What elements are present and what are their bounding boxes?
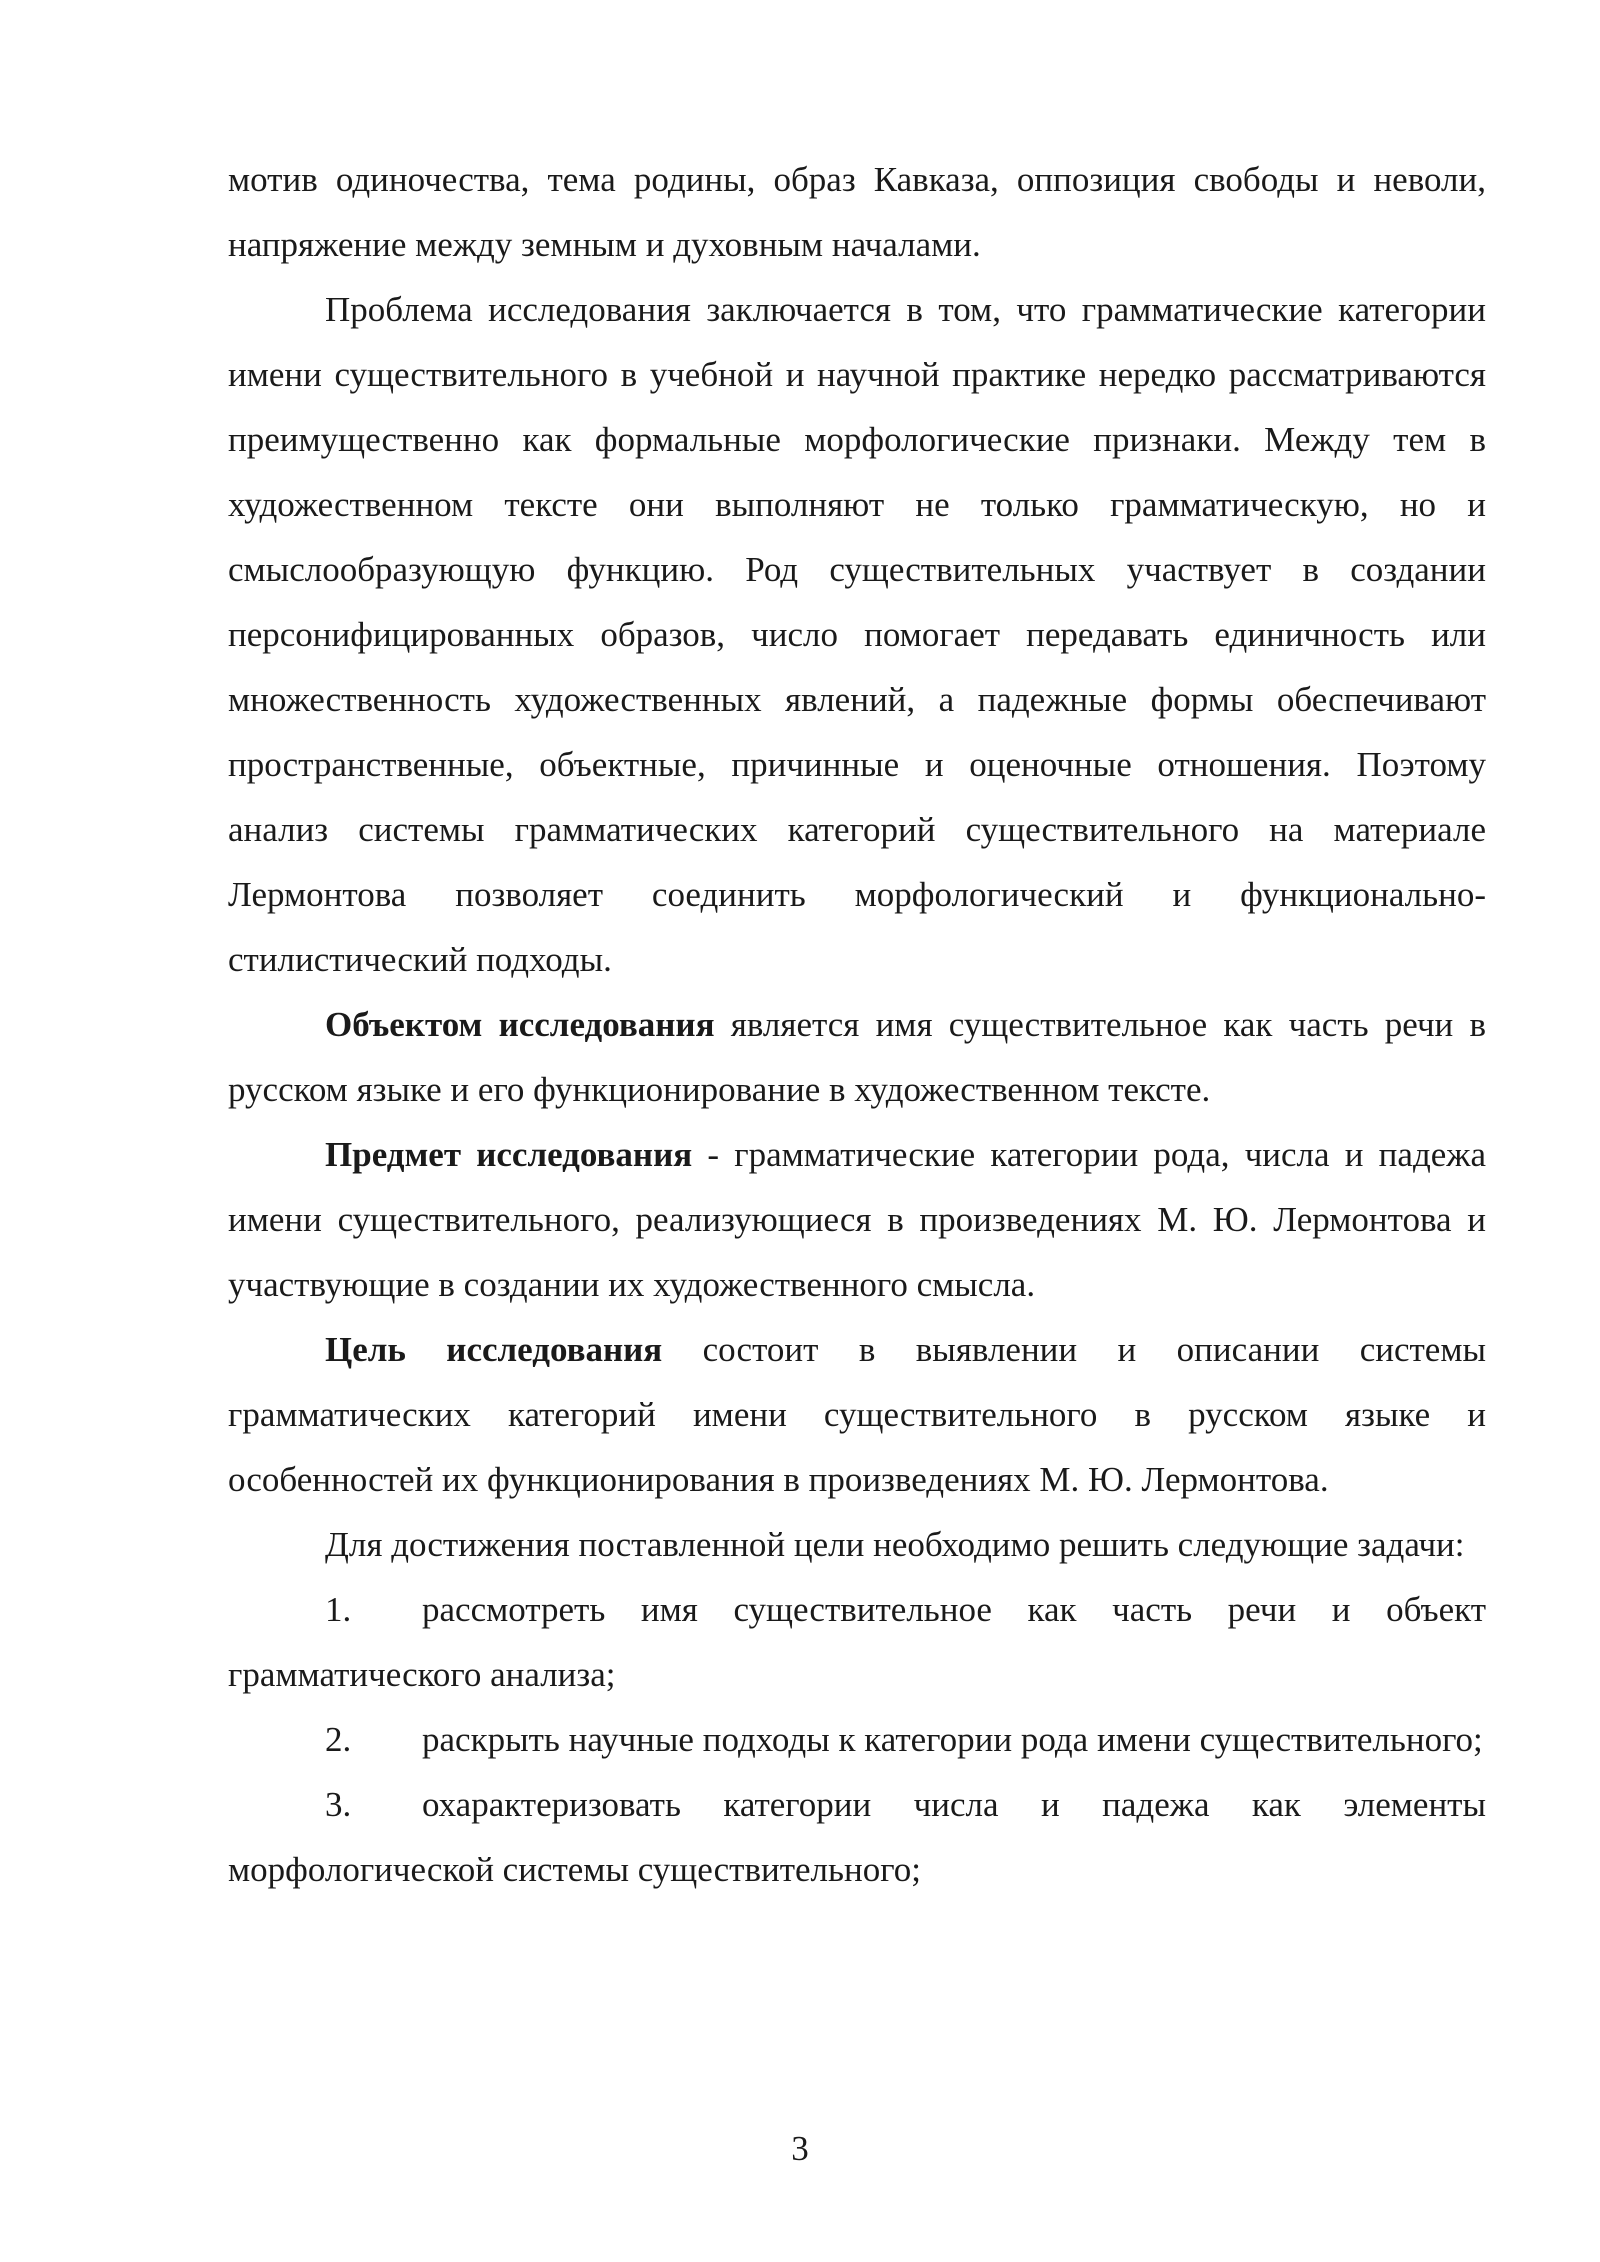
paragraph-tasks-intro: Для достижения поставленной цели необходимо решить следующие задачи: — [325, 1525, 1465, 1564]
paragraph-research-problem: Проблема исследования заключается в том, что грамматические категории имени существительного в учебной и научной практике нередко рассматриваются преимущественно как формальные морфологические признаки. Между тем в художественном тексте они выполняют не только грамматическую, но и смыслообразующую функцию. Род существительных участвует в создании персонифицированных образов, число помогает передавать единичность или множественность художественных явлений, а падежные формы обеспечивают пространственные, объектные, причинные и оценочные отношения. Поэтому анализ системы грамматических категорий существительного на материале Лермонтова позволяет соединить морфологический и функционально-стилистический подходы. — [228, 290, 1486, 979]
task-item — [228, 1707, 1486, 1772]
paragraph-continuation: мотив одиночества, тема родины, образ Кавказа, оппозиция свободы и неволи, напряжение между земным и духовным началами. — [228, 160, 1486, 264]
paragraph-research-subject — [228, 1122, 1486, 1317]
task-text: рассмотреть имя существительное как часть речи и объект грамматического анализа; — [228, 1590, 1486, 1694]
research-object-heading: Объектом исследования — [325, 1005, 715, 1044]
task-number: 2. — [325, 1720, 352, 1759]
research-subject-text: - грамматические категории рода, числа и падежа имени существительного, реализующиеся в произведениях М. Ю. Лермонтова и участвующие в создании их художественного смысла. — [228, 1135, 1486, 1304]
research-goal-heading: Цель исследования — [325, 1330, 663, 1369]
paragraph-research-goal — [228, 1317, 1486, 1512]
task-item — [228, 1577, 1486, 1707]
paragraph-research-object — [228, 992, 1486, 1122]
research-object-text: является имя существительное как часть речи в русском языке и его функционирование в художественном тексте. — [228, 1005, 1487, 1109]
research-subject-heading: Предмет исследования — [325, 1135, 693, 1174]
task-text: охарактеризовать категории числа и падежа как элементы морфологической системы существительного; — [228, 1785, 1486, 1889]
research-goal-text: состоит в выявлении и описании системы грамматических категорий имени существительного в русском языке и особенностей их функционирования в произведениях М. Ю. Лермонтова. — [228, 1330, 1486, 1499]
page-number: 3 — [791, 2129, 809, 2168]
task-number: 3. — [325, 1785, 352, 1824]
task-text: раскрыть научные подходы к категории рода имени существительного; — [422, 1720, 1483, 1759]
document-page — [228, 147, 1486, 1902]
task-number: 1. — [325, 1590, 352, 1629]
task-item — [228, 1772, 1486, 1902]
